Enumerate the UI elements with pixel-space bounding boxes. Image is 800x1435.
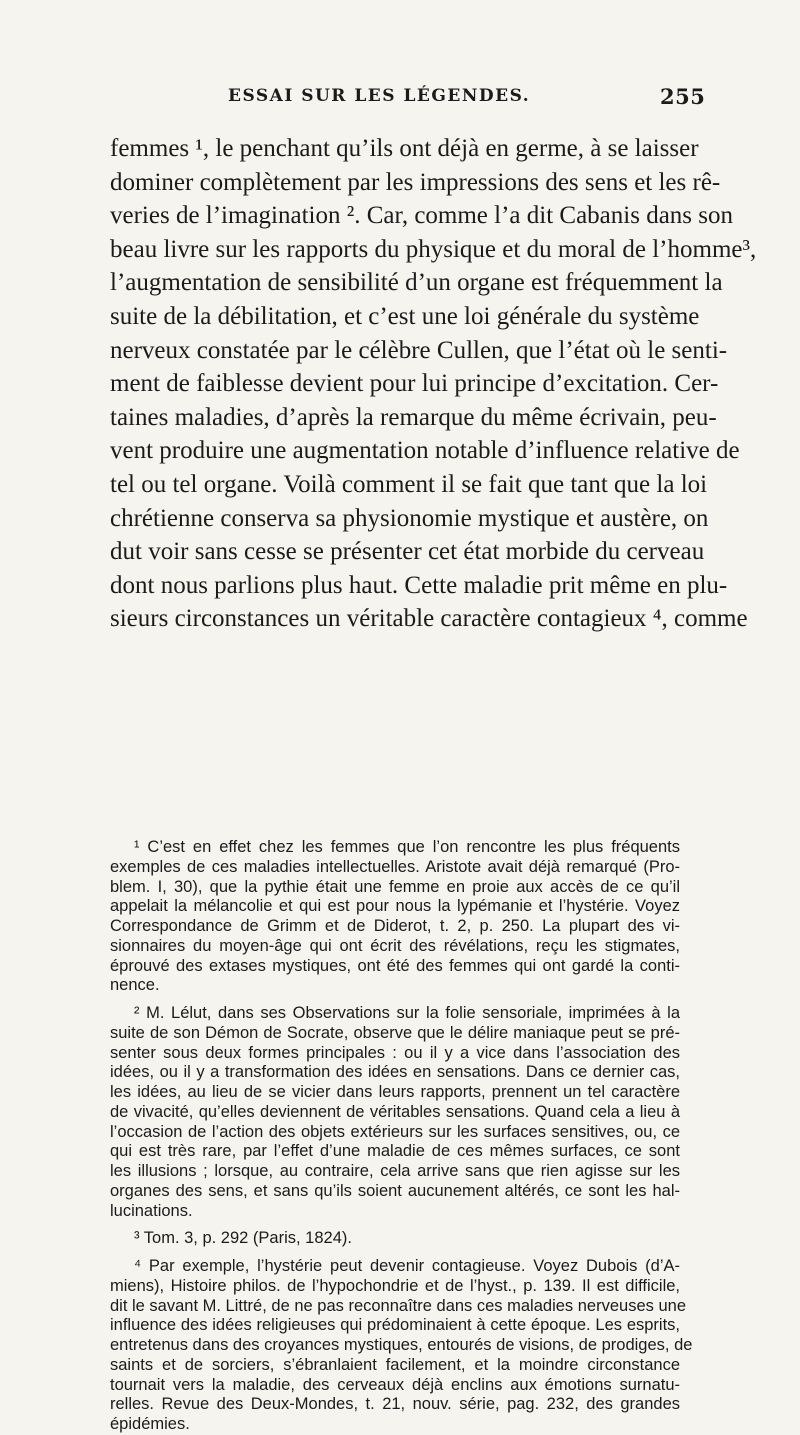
footnote-line: ⁴ Par exemple, l’hystérie peut devenir contagieuse. Voyez Dubois (d’A- — [134, 1257, 680, 1275]
text-line: dut voir sans cesse se présenter cet état morbide du cerveau — [110, 538, 705, 566]
text-line: vent produire une augmentation notable d’influence relative de — [110, 437, 740, 465]
footnote-line: miens), Histoire philos. de l’hypochondrie et de l’hyst., p. 139. Il est difficile, — [110, 1276, 680, 1295]
footnote-line: l’occasion de l’action des objets extérieurs sur les surfaces sensitives, ou, ce — [110, 1122, 680, 1141]
footnote-line: ¹ C’est en effet chez les femmes que l’on rencontre les plus fréquents — [134, 838, 680, 856]
text-line: sieurs circonstances un véritable caractère contagieux ⁴, comme — [110, 605, 748, 633]
footnote-line: sionnaires du moyen-âge qui ont écrit des révélations, reçu les stigmates, — [110, 936, 680, 955]
footnote-line: suite de son Démon de Socrate, observe que le délire maniaque peut se pré- — [110, 1023, 680, 1042]
text-line: taines maladies, d’après la remarque du même écrivain, peu- — [110, 403, 717, 431]
footnote-line: exemples de ces maladies intellectuelles. Aristote avait déjà remarqué (Pro- — [110, 857, 680, 876]
footnote-line: épidémies. — [110, 1415, 190, 1433]
text-line: nerveux constatée par le célèbre Cullen, que l’état où le senti- — [110, 336, 728, 364]
footnote-line: ² M. Lélut, dans ses Observations sur la folie sensoriale, imprimées à la — [134, 1004, 680, 1022]
text-line: dominer complètement par les impressions des sens et les rê- — [110, 168, 721, 196]
footnote-line: organes des sens, et sans qu’ils soient aucunement altérés, ce sont les hal- — [110, 1181, 680, 1200]
footnote-3 — [110, 1229, 680, 1249]
footnote-1 — [110, 838, 680, 996]
page-number: 255 — [660, 84, 706, 109]
running-head-title: ESSAI SUR LES LÉGENDES. — [228, 86, 531, 106]
text-line: l’augmentation de sensibilité d’un organe est fréquemment la — [110, 269, 723, 297]
footnote-line: entretenus dans des croyances mystiques, entourés de visions, de prodiges, de — [110, 1336, 693, 1354]
footnote-line: influence des idées religieuses qui prédominaient à cette époque. Les esprits, — [110, 1316, 680, 1335]
footnote-line: saints et de sorciers, s’ébranlaient facilement, et la moindre circonstance — [110, 1355, 680, 1374]
text-line: ment de faiblesse devient pour lui principe d’excitation. Cer- — [110, 370, 719, 398]
footnote-line: lucinations. — [110, 1201, 193, 1220]
text-line: femmes ¹, le penchant qu’ils ont déjà en germe, à se laisser — [110, 135, 699, 162]
footnote-line: Correspondance de Grimm et de Diderot, t. 2, p. 250. La plupart des vi- — [110, 917, 680, 935]
text-line: beau livre sur les rapports du physique et du moral de l’homme³, — [110, 235, 757, 263]
footnote-line: senter sous deux formes principales : ou il y a vice dans l’association des — [110, 1043, 680, 1062]
footnote-line: tournait vers la maladie, des cerveaux déjà enclins aux émotions surnatu- — [110, 1375, 680, 1394]
text-line: suite de la débilitation, et c’est une loi générale du système — [110, 302, 700, 330]
footnote-line: les idées, au lieu de se vicier dans leurs rapports, prennent un tel caractère — [110, 1083, 680, 1101]
footnote-line: éprouvé des extases mystiques, ont été des femmes qui ont gardé la conti- — [110, 956, 680, 975]
footnote-4 — [110, 1257, 693, 1435]
footnote-line: les illusions ; lorsque, au contraire, cela arrive sans que rien agisse sur les — [110, 1162, 680, 1180]
footnote-line: relles. Revue des Deux-Mondes, t. 21, nouv. série, pag. 232, des grandes — [110, 1395, 680, 1414]
footnote-line: blem. I, 30), que la pythie était une femme en proie aux accès de ce qu’il — [110, 877, 680, 896]
text-line: chrétienne conserva sa physionomie mystique et austère, on — [110, 504, 709, 532]
main-text — [110, 132, 757, 636]
footnote-line: ³ Tom. 3, p. 292 (Paris, 1824). — [134, 1229, 352, 1248]
running-head — [0, 86, 800, 114]
footnote-line: dit le savant M. Littré, de ne pas reconnaître dans ces maladies nerveuses une — [110, 1296, 686, 1315]
footnote-2 — [110, 1004, 680, 1221]
footnote-line: nence. — [110, 976, 160, 995]
footnote-line: de vivacité, qu’elles deviennent de véritables sensations. Quand cela a lieu à — [110, 1102, 680, 1121]
text-line: tel ou tel organe. Voilà comment il se fait que tant que la loi — [110, 470, 708, 498]
footnote-line: idées, ou il y a transformation des idées en sensations. Dans ce dernier cas, — [110, 1063, 680, 1082]
text-line: dont nous parlions plus haut. Cette maladie prit même en plu- — [110, 571, 728, 599]
text-line: veries de l’imagination ². Car, comme l’a dit Cabanis dans son — [110, 202, 734, 230]
footnote-line: appelait la mélancolie et qui est pour nous la lypémanie et l’hystérie. Voyez — [110, 897, 680, 916]
footnote-line: qui est très rare, par l’effet d’une maladie de ces mêmes surfaces, ce sont — [110, 1142, 680, 1161]
footnotes — [110, 838, 693, 1435]
